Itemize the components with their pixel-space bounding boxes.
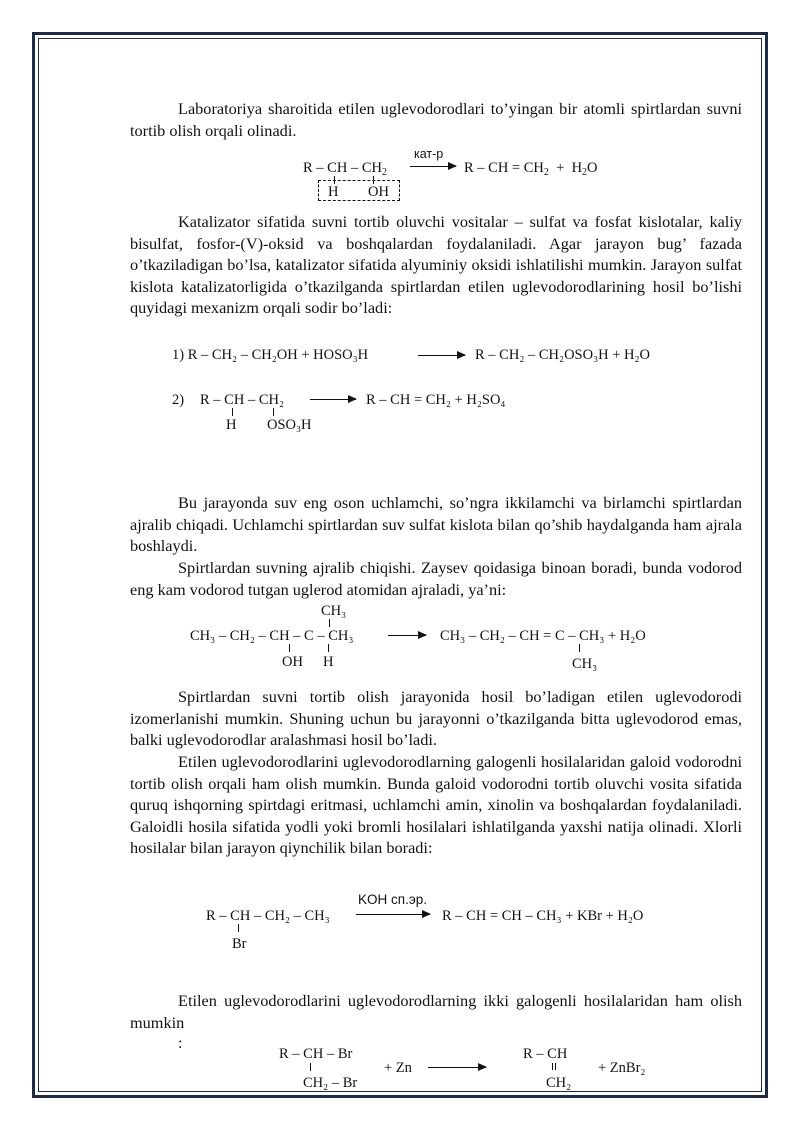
reaction-arrow [356, 914, 430, 915]
reaction-arrow [410, 166, 456, 167]
colon: : [178, 1035, 183, 1052]
paragraph-2: Katalizator sifatida suvni tortib oluvchi vositalar – sulfat va fosfat kislotalar, kaliy bisulfat, fosfor-(V)-oksid va boshqalardan foydalaniladi. Agar jarayon bug’ fazada o’tkaziladigan bo’lsa, katalizator sifatida alyuminiy oksidi ishlatilishi mumkin. Jarayon sulfat kislota katalizatorligida o’tkazilganda spirtlardan etilen uglevodorodlarining hosil bo’lishi quyidagi mexanizm orqali sodir bo’ladi: [130, 212, 742, 318]
reaction-arrow [388, 635, 426, 636]
paragraph-5: Spirtlardan suvni tortib olish jarayonida hosil bo’ladigan etilen uglevodorodi izomerlanishi mumkin. Shuning uchun bu jarayonni o’tkazilganda bitta uglevodorod emas, balki uglevodorodlar aralashmasi hosil bo’ladi. [130, 687, 742, 750]
reaction-arrow [428, 1067, 486, 1068]
paragraph-4: Spirtlardan suvning ajralib chiqishi. Zaysev qoidasiga binoan boradi, bunda vodorod eng kam vodorod tutgan uglerod atomidan ajraladi, ya’ni: [130, 558, 742, 599]
paragraph-7: Etilen uglevodorodlarini uglevodorodlarning ikki galogenli hosilalaridan ham olish mumkin [130, 991, 742, 1032]
reaction-arrow [418, 355, 465, 356]
paragraph-1: Laboratoriya sharoitida etilen uglevodorodlari to’yingan bir atomli spirtlardan suvni tortib olish orqali olinadi. [130, 99, 742, 140]
reaction-arrow [310, 399, 356, 400]
paragraph-3: Bu jarayonda suv eng oson uchlamchi, so’ngra ikkilamchi va birlamchi spirtlardan ajralib chiqadi. Uchlamchi spirtlardan suv sulfat kislota bilan qo’shib haydalganda ham ajrala boshlaydi. [130, 493, 742, 556]
paragraph-6: Etilen uglevodorodlarini uglevodorodlarning galogenli hosilalaridan galoid vodorodni tortib olish orqali ham olish mumkin. Bunda galoid vodorodni tortib oluvchi vosita sifatida quruq ishqorning spirtdagi eritmasi, uchlamchi amin, xinolin va boshqalardan foydalaniladi. Galoidli hosila sifatida yodli yoki bromli hosilalari ishlatilganda yaxshi natija olinadi. Xlorli hosilalar bilan jarayon qiynchilik bilan boradi: [130, 752, 742, 858]
